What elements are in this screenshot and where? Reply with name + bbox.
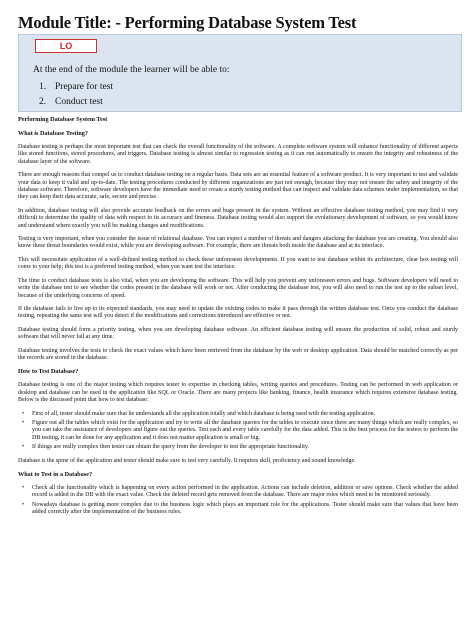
bullet-icon: • [22,444,25,451]
learning-outcome-box [18,34,462,112]
list-item-text: Check all the functionality which is happening on every action performed in the application. Actions can include deletion, addition or save options. Check whether the added record is added in the DB with the exact value. Check the deleted record gets removed from the database. There are major roles which need to be monitored seriously. [32,485,458,499]
document-body [18,116,458,523]
bullet-icon: • [22,410,25,417]
lo-list-item [39,80,113,95]
module-title: Module Title: - Performing Database System Test [18,13,357,32]
bullet-list [18,411,458,452]
bullet-icon: • [22,501,25,508]
paragraph: Database testing involves the tests to check the exact values which have been retrieved from the database by the web or desktop application. Data should be matched correctly as per the records are stored in the database. [18,347,458,361]
list-item-text: Figure out all the tables which exist for the application and try to write all the database queries for the tables to execute since there are many things which are really complex, so you can take the assistance of developers and figure out the queries. Test each and every table carefully for the data added. This is the best process for the testers to perform the DB testing, it can be done for any application and it does not matter application is small or big. [32,419,458,441]
paragraph: Database testing is perhaps the most important test that can check the overall functionality of the software. A complete software system will enhance functionality of different aspects like stored functions, stored procedures, and triggers. Database testing is almost similar to regression testing as it can run automatically to ensure the integrity and robustness of the database layer of the software. [18,144,458,165]
paragraph: Database testing is one of the major testing which requires tester to expertise in checking tables, writing queries and procedures. Testing can be performed in web application or desktop and database can be used in the application like SQL or Oracle. There are many projects like banking, finance, health insurance which requires extensive database testing. Below is the discussed point that how to test database: [18,382,458,404]
lo-item-number: 2. [39,97,47,107]
list-item-text: Nowadays database is getting more complex due to the business logic which plays an important role for the applications. Tester should make sure that values that have been added correctly after the implementation of the business rules. [32,501,458,516]
paragraph: This will necessitate application of a well-defined testing method to check these unforeseen developments. If you want to test database within its architecture, clear box testing will come to your help; this test is a preferred testing method, when you want test the interface. [18,256,458,271]
lo-badge: LO [35,39,97,53]
bullet-icon: • [22,419,25,426]
lo-item-text: Prepare for test [55,82,114,92]
paragraph: Testing is very important, when you consider the issue of relational database. You can expect a number of threats and dangers attacking the database you are creating. You should also know these threat boundaries would exist, while you are developing software. For example, there are threats both inside the database and at its interface. [18,236,458,250]
paragraph: There are enough reasons that compel us to conduct database testing on a regular basis. Data sets are an essential feature of a software product. It is very important to test and validate your data to keep it valid and up-to-date. The testing procedures conducted by different organizations are just not enough, because they may not ensure the safety and integrity of the database software. Therefore, software developers have the immediate need to create a sturdy testing method that can inspect and validate data schemes under implementation, so that they can keep their data accurate, safe, secure and precise. [18,172,458,201]
bullet-list [18,485,458,517]
bullet-icon: • [22,485,25,491]
list-item [18,444,458,451]
section-heading: How to Test Database? [18,368,79,376]
list-item [18,420,458,442]
section-heading: What is Database Testing? [18,130,88,137]
paragraph: The time to conduct database tests is also vital, when you are developing the software. This will help you prevent any unforeseen errors and bugs. Software developers will need to write the database test to see whether the codes present in the database will work or not. After conducting the database test, you will also need to run the test up to the subset level, because of the underlying concerns of speed. [18,277,458,299]
list-item-text: If things are really complex then tester can obtain the query from the developer to test the appropriate functionality. [32,444,310,451]
list-item [18,411,458,418]
lo-item-number: 1. [39,82,47,92]
paragraph: In addition, database testing will also provide accurate feedback on the errors and bugs present in the system. Without an effective database testing method, you may find it very difficult to determine the quality of data with respect to its accuracy and fineness. Database testing would also support the evolutionary development of software, so you would know and understand where exactly you will be making changes and modifications. [18,207,458,229]
section-heading: Performing Database System Test [18,116,108,123]
lo-list [39,80,113,110]
paragraph: If the database fails to live up to its expected standards, you may need to update the existing codes to make it pass through the written database test. Once you conduct the database testing, repeating the same test will you detect if the modifications and corrections introduced are effective or not. [18,305,458,320]
paragraph: Database testing should form a priority testing, when you are developing database software. An efficient database testing will ensure the production of solid, robust and sturdy software that will never fail at any time. [18,326,458,341]
list-item-text: First of all, tester should make sure that he understands all the application totally and which database is being used with the testing application. [32,410,376,417]
paragraph: Database is the spine of the application and tester should make sure to test very carefully. It requires skill, proficiency and sound knowledge. [18,457,356,464]
list-item [18,485,458,500]
section-heading: What to Test in a Database? [18,471,93,478]
list-item [18,502,458,517]
lo-item-text: Conduct test [55,97,103,107]
lo-list-item [39,95,113,110]
lo-intro-text: At the end of the module the learner will be able to: [33,65,230,75]
